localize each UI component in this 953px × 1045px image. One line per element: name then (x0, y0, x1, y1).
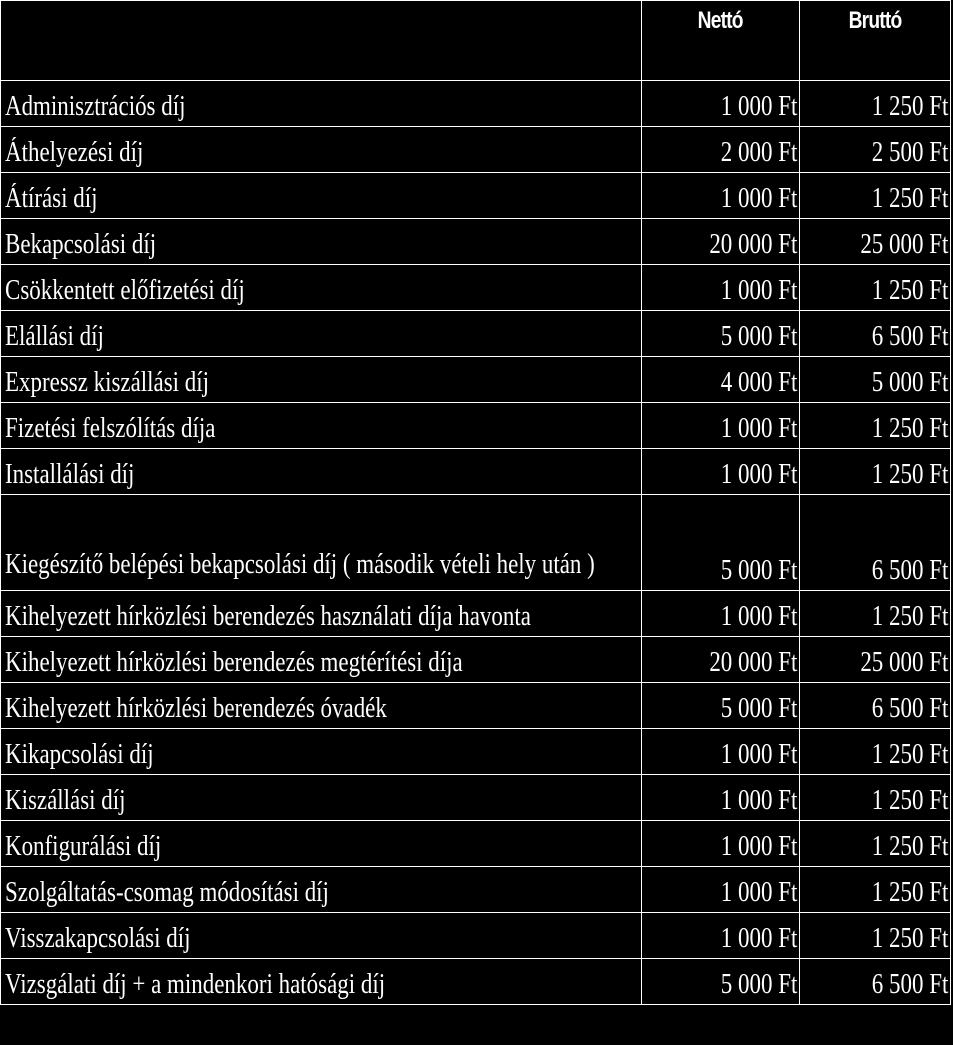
net-price: 1 000 Ft (720, 91, 797, 122)
fee-name: Expressz kiszállási díj (5, 367, 210, 398)
gross-price-cell (800, 495, 951, 591)
net-price-cell (642, 265, 800, 311)
fee-name: Installálási díj (5, 459, 135, 490)
net-price: 4 000 Ft (720, 367, 797, 398)
fee-name-cell (1, 127, 642, 173)
net-price-cell (642, 81, 800, 127)
fee-name: Csökkentett előfizetési díj (5, 275, 245, 306)
net-price-cell (642, 449, 800, 495)
fee-name: Kihelyezett hírközlési berendezés óvadék (5, 693, 387, 724)
fee-name: Fizetési felszólítás díja (5, 413, 216, 444)
header-name-cell (1, 1, 642, 81)
gross-price-cell (800, 821, 951, 867)
header-net-cell (642, 1, 800, 81)
fee-name-cell (1, 821, 642, 867)
gross-price-cell (800, 683, 951, 729)
table-row (1, 959, 951, 1005)
net-price-cell (642, 729, 800, 775)
fee-name-cell (1, 591, 642, 637)
fee-name-cell (1, 729, 642, 775)
fee-name-cell (1, 357, 642, 403)
gross-price: 6 500 Ft (871, 693, 948, 724)
net-price-cell (642, 127, 800, 173)
gross-price-cell (800, 637, 951, 683)
net-price: 2 000 Ft (720, 137, 797, 168)
gross-price-cell (800, 127, 951, 173)
gross-price: 1 250 Ft (871, 275, 948, 306)
net-price-cell (642, 867, 800, 913)
net-price: 1 000 Ft (720, 923, 797, 954)
net-price-cell (642, 173, 800, 219)
gross-price-cell (800, 959, 951, 1005)
gross-price-cell (800, 357, 951, 403)
gross-price-cell (800, 449, 951, 495)
fee-name: Kiszállási díj (5, 785, 126, 816)
table-row (1, 591, 951, 637)
net-price-cell (642, 357, 800, 403)
gross-price: 1 250 Ft (871, 91, 948, 122)
net-price: 1 000 Ft (720, 739, 797, 770)
fee-name: Szolgáltatás-csomag módosítási díj (5, 877, 329, 908)
fee-name-cell (1, 449, 642, 495)
table-row (1, 775, 951, 821)
table-row (1, 265, 951, 311)
gross-price: 6 500 Ft (871, 321, 948, 352)
gross-price-cell (800, 265, 951, 311)
net-price-cell (642, 591, 800, 637)
table-row (1, 311, 951, 357)
table-row (1, 173, 951, 219)
fee-name: Áthelyezési díj (5, 137, 144, 168)
net-price: 1 000 Ft (720, 601, 797, 632)
gross-price-cell (800, 775, 951, 821)
gross-price-cell (800, 173, 951, 219)
gross-price-cell (800, 867, 951, 913)
gross-price-cell (800, 311, 951, 357)
gross-column-header: Bruttó (848, 7, 902, 34)
table-row (1, 127, 951, 173)
fee-name-cell (1, 637, 642, 683)
fee-name-cell (1, 403, 642, 449)
fee-name: Kikapcsolási díj (5, 739, 154, 770)
table-row (1, 729, 951, 775)
gross-price: 25 000 Ft (859, 229, 948, 260)
gross-price: 1 250 Ft (871, 877, 948, 908)
net-price: 20 000 Ft (708, 229, 797, 260)
net-price: 1 000 Ft (720, 877, 797, 908)
table-row (1, 637, 951, 683)
gross-price: 1 250 Ft (871, 413, 948, 444)
fee-name-cell (1, 775, 642, 821)
table-row (1, 867, 951, 913)
table-row (1, 821, 951, 867)
gross-price: 25 000 Ft (859, 647, 948, 678)
gross-price: 6 500 Ft (871, 555, 948, 586)
net-price-cell (642, 683, 800, 729)
table-row (1, 683, 951, 729)
fee-name: Kihelyezett hírközlési berendezés használati díja havonta (5, 601, 531, 632)
net-price: 1 000 Ft (720, 183, 797, 214)
net-column-header: Nettó (697, 7, 744, 34)
net-price: 5 000 Ft (720, 969, 797, 1000)
fee-name: Bekapcsolási díj (5, 229, 157, 260)
net-price-cell (642, 311, 800, 357)
gross-price-cell (800, 219, 951, 265)
fee-name-cell (1, 173, 642, 219)
table-row (1, 449, 951, 495)
fee-name-cell (1, 219, 642, 265)
fee-name: Kihelyezett hírközlési berendezés megtérítési díja (5, 647, 463, 678)
fee-name-cell (1, 495, 642, 591)
header-gross-cell (800, 1, 951, 81)
fee-name-cell (1, 867, 642, 913)
gross-price: 6 500 Ft (871, 969, 948, 1000)
net-price-cell (642, 775, 800, 821)
gross-price: 1 250 Ft (871, 785, 948, 816)
net-price: 1 000 Ft (720, 459, 797, 490)
net-price-cell (642, 913, 800, 959)
gross-price-cell (800, 913, 951, 959)
fee-name: Visszakapcsolási díj (5, 923, 191, 954)
fee-name-cell (1, 81, 642, 127)
table-row (1, 81, 951, 127)
gross-price-cell (800, 591, 951, 637)
net-price: 1 000 Ft (720, 413, 797, 444)
fee-name: Elállási díj (5, 321, 104, 352)
fee-name: Vizsgálati díj + a mindenkori hatósági díj (5, 969, 386, 1000)
net-price: 5 000 Ft (720, 555, 797, 586)
table-row (1, 219, 951, 265)
gross-price: 1 250 Ft (871, 739, 948, 770)
gross-price: 1 250 Ft (871, 183, 948, 214)
gross-price-cell (800, 403, 951, 449)
fee-rows (1, 81, 951, 1005)
net-price: 1 000 Ft (720, 785, 797, 816)
fee-name-cell (1, 959, 642, 1005)
gross-price: 1 250 Ft (871, 831, 948, 862)
gross-price: 1 250 Ft (871, 601, 948, 632)
net-price-cell (642, 821, 800, 867)
table-row (1, 403, 951, 449)
fee-name: Átírási díj (5, 183, 98, 214)
gross-price-cell (800, 729, 951, 775)
gross-price: 1 250 Ft (871, 459, 948, 490)
net-price-cell (642, 637, 800, 683)
fee-name-cell (1, 913, 642, 959)
net-price: 5 000 Ft (720, 321, 797, 352)
table-row (1, 357, 951, 403)
gross-price-cell (800, 81, 951, 127)
gross-price: 1 250 Ft (871, 923, 948, 954)
fee-name-cell (1, 683, 642, 729)
net-price: 20 000 Ft (708, 647, 797, 678)
fee-name-cell (1, 311, 642, 357)
net-price-cell (642, 403, 800, 449)
fee-name: Kiegészítő belépési bekapcsolási díj ( második vételi hely után ) (5, 549, 595, 580)
fee-name: Adminisztrációs díj (5, 91, 186, 122)
fee-name-cell (1, 265, 642, 311)
net-price-cell (642, 495, 800, 591)
net-price: 1 000 Ft (720, 831, 797, 862)
gross-price: 2 500 Ft (871, 137, 948, 168)
net-price-cell (642, 959, 800, 1005)
header-row (1, 1, 951, 81)
net-price: 5 000 Ft (720, 693, 797, 724)
table-row (1, 913, 951, 959)
fee-name: Konfigurálási díj (5, 831, 162, 862)
table-row (1, 495, 951, 591)
gross-price: 5 000 Ft (871, 367, 948, 398)
net-price-cell (642, 219, 800, 265)
net-price: 1 000 Ft (720, 275, 797, 306)
